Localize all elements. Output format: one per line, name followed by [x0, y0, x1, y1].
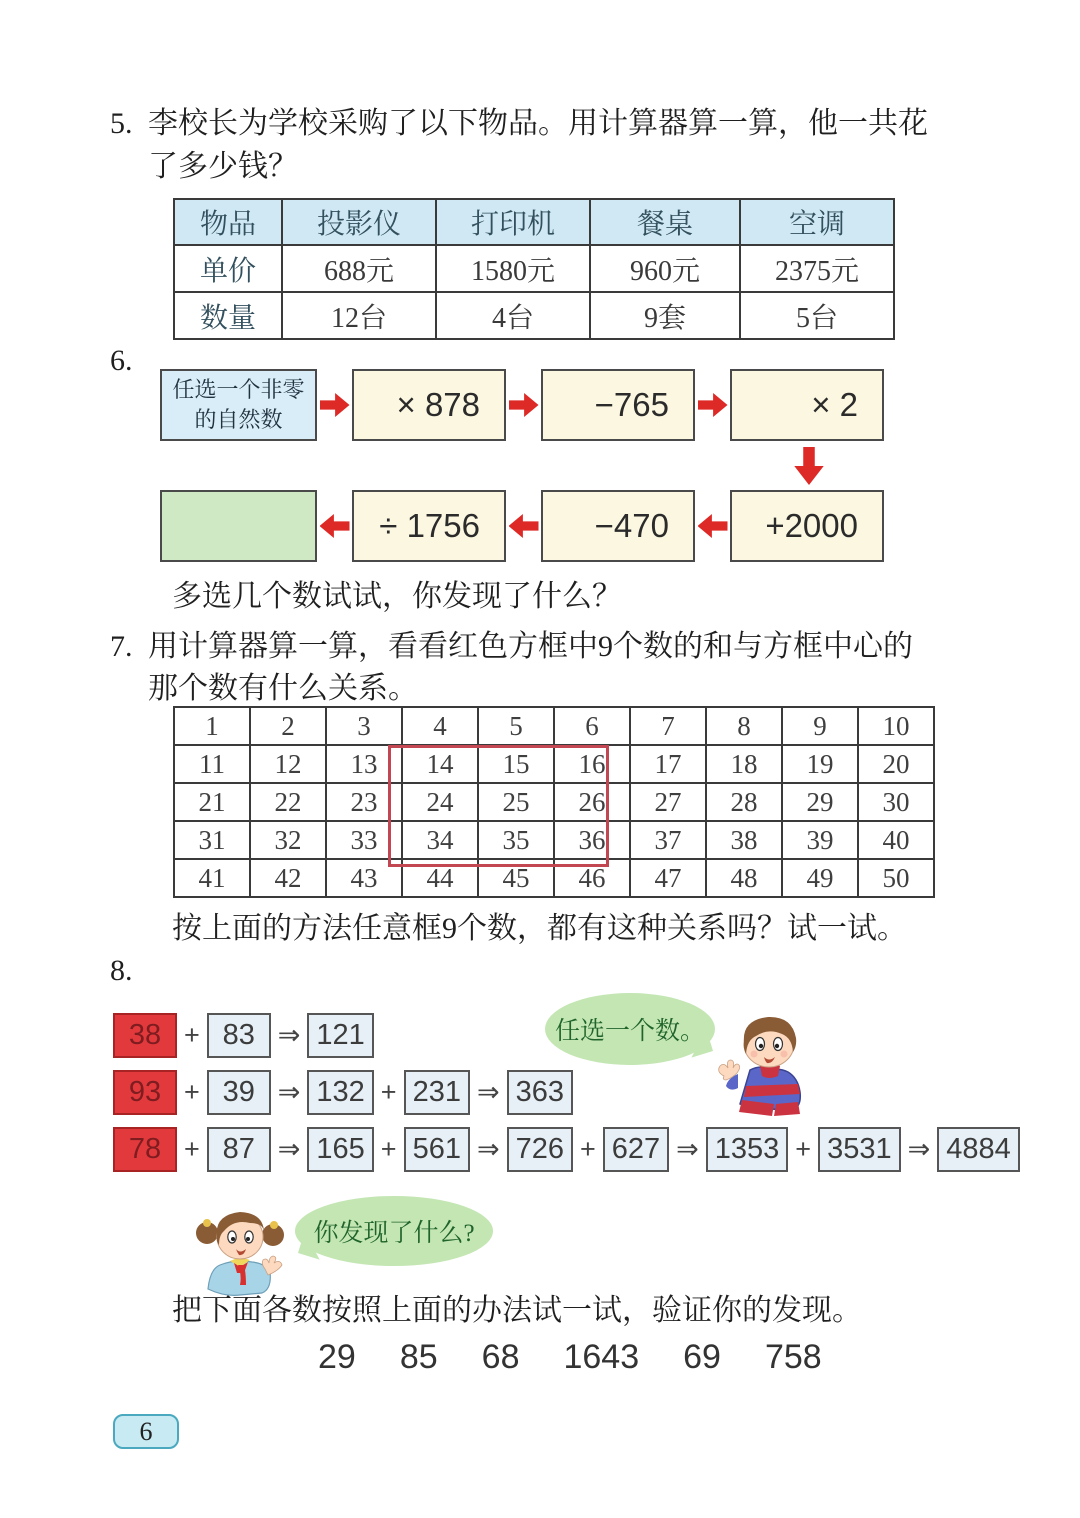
double-arrow-icon: ⇒ — [277, 1076, 301, 1107]
table-cell: 960元 — [590, 245, 740, 292]
grid-cell: 37 — [630, 821, 706, 859]
grid-cell: 31 — [174, 821, 250, 859]
grid-row — [174, 859, 934, 897]
grid-cell: 17 — [630, 745, 706, 783]
grid-cell: 40 — [858, 821, 934, 859]
chain-value-cell: 561 — [404, 1127, 470, 1172]
plus-operator: + — [380, 1133, 397, 1164]
plus-operator: + — [795, 1133, 812, 1164]
test-number: 68 — [481, 1338, 520, 1376]
table-cell: 数量 — [174, 292, 282, 339]
result-box-empty — [160, 490, 317, 562]
boy-speech-text: 任选一个数。 — [554, 1018, 705, 1045]
table-header-cell: 投影仪 — [282, 199, 436, 245]
chain-value-cell: 627 — [603, 1127, 669, 1172]
grid-cell: 45 — [478, 859, 554, 897]
chain-value-cell: 3531 — [818, 1127, 901, 1172]
chain-value-cell: 87 — [207, 1127, 271, 1172]
grid-cell: 47 — [630, 859, 706, 897]
chain-value-cell: 83 — [207, 1013, 271, 1058]
grid-cell: 15 — [478, 745, 554, 783]
arrow-down-icon — [793, 447, 825, 485]
op-box-divide-1756: ÷ 1756 — [352, 490, 506, 562]
flowchart-row-forward — [160, 369, 884, 441]
test-number: 85 — [399, 1338, 438, 1376]
grid-cell: 46 — [554, 859, 630, 897]
grid-row — [174, 783, 934, 821]
chain-row — [113, 1069, 1020, 1115]
op-box-minus-765: −765 — [541, 369, 695, 441]
problem8-label: 8. — [110, 954, 133, 987]
page-number-badge — [113, 1414, 179, 1449]
test-number: 69 — [683, 1338, 721, 1376]
grid-cell: 33 — [326, 821, 402, 859]
grid-cell: 48 — [706, 859, 782, 897]
chain-row — [113, 1126, 1020, 1172]
grid-cell: 5 — [478, 707, 554, 745]
double-arrow-icon: ⇒ — [476, 1133, 500, 1164]
grid-cell: 28 — [706, 783, 782, 821]
grid-cell: 23 — [326, 783, 402, 821]
table-cell: 688元 — [282, 245, 436, 292]
table-header-cell: 打印机 — [436, 199, 590, 245]
grid-cell: 7 — [630, 707, 706, 745]
grid-cell: 10 — [858, 707, 934, 745]
grid-cell: 29 — [782, 783, 858, 821]
plus-operator: + — [579, 1133, 596, 1164]
test-number: 29 — [318, 1338, 356, 1376]
table-cell: 单价 — [174, 245, 282, 292]
grid-cell: 22 — [250, 783, 326, 821]
arrow-right-icon — [320, 392, 350, 418]
grid-cell: 4 — [402, 707, 478, 745]
plus-operator: + — [184, 1019, 200, 1050]
chain-value-cell: 363 — [507, 1070, 573, 1115]
problem5-text-line1: 5. 李校长为学校采购了以下物品。用计算器算一算，他一共花 — [110, 107, 928, 140]
chain-value-cell: 231 — [404, 1070, 470, 1115]
grid-cell: 39 — [782, 821, 858, 859]
arrow-right-icon — [509, 392, 539, 418]
problem6-label: 6. — [110, 344, 133, 377]
grid-row — [174, 707, 934, 745]
grid-cell: 9 — [782, 707, 858, 745]
grid-cell: 50 — [858, 859, 934, 897]
grid-cell: 36 — [554, 821, 630, 859]
price-table — [173, 198, 895, 340]
test-number: 1643 — [563, 1338, 640, 1376]
girl-speech-bubble — [295, 1196, 493, 1266]
boy-speech-bubble — [545, 993, 715, 1065]
grid-cell: 24 — [402, 783, 478, 821]
op-box-multiply-878: × 878 — [352, 369, 506, 441]
girl-speech-text: 你发现了什么? — [313, 1220, 475, 1247]
grid-cell: 26 — [554, 783, 630, 821]
boy-illustration — [712, 1012, 822, 1124]
problem7-caption: 按上面的方法任意框9个数，都有这种关系吗？试一试。 — [172, 912, 907, 945]
test-number: 758 — [764, 1338, 822, 1376]
grid-row — [174, 745, 934, 783]
grid-cell: 25 — [478, 783, 554, 821]
grid-cell: 13 — [326, 745, 402, 783]
arrow-left-icon — [320, 513, 350, 539]
table-header-cell: 餐桌 — [590, 199, 740, 245]
grid-cell: 44 — [402, 859, 478, 897]
grid-cell: 32 — [250, 821, 326, 859]
double-arrow-icon: ⇒ — [676, 1133, 699, 1164]
grid-cell: 30 — [858, 783, 934, 821]
table-cell: 9套 — [590, 292, 740, 339]
page-number: 6 — [139, 1416, 153, 1446]
grid-cell: 43 — [326, 859, 402, 897]
table-row — [174, 245, 894, 292]
grid-cell: 38 — [706, 821, 782, 859]
grid-cell: 3 — [326, 707, 402, 745]
arrow-right-icon — [698, 392, 728, 418]
problem6-caption: 多选几个数试试，你发现了什么？ — [172, 580, 622, 613]
plus-operator: + — [184, 1133, 200, 1164]
number-grid — [173, 706, 935, 898]
grid-cell: 14 — [402, 745, 478, 783]
grid-cell: 18 — [706, 745, 782, 783]
chain-value-cell: 726 — [507, 1127, 573, 1172]
flowchart-row-backward — [160, 490, 884, 562]
table-cell: 12台 — [282, 292, 436, 339]
grid-cell: 49 — [782, 859, 858, 897]
problem5-text-line2: 了多少钱？ — [148, 150, 298, 183]
grid-cell: 8 — [706, 707, 782, 745]
grid-cell: 34 — [402, 821, 478, 859]
grid-cell: 41 — [174, 859, 250, 897]
double-arrow-icon: ⇒ — [277, 1133, 301, 1164]
table-cell: 2375元 — [740, 245, 894, 292]
table-header-row — [174, 199, 894, 245]
chain-start-cell: 78 — [113, 1127, 177, 1172]
table-row — [174, 292, 894, 339]
table-header-cell: 空调 — [740, 199, 894, 245]
op-box-minus-470: −470 — [541, 490, 695, 562]
grid-cell: 42 — [250, 859, 326, 897]
start-box: 任选一个非零的自然数 — [160, 369, 317, 441]
table-cell: 1580元 — [436, 245, 590, 292]
problem7-text-line2: 那个数有什么关系。 — [148, 672, 418, 705]
chain-start-cell: 38 — [113, 1013, 177, 1058]
chain-value-cell: 165 — [307, 1127, 373, 1172]
table-header-cell: 物品 — [174, 199, 282, 245]
chain-value-cell: 121 — [307, 1013, 373, 1058]
chain-start-cell: 93 — [113, 1070, 177, 1115]
problem8-bottom-text: 把下面各数按照上面的办法试一试，验证你的发现。 — [172, 1294, 862, 1327]
arrow-left-icon — [509, 513, 539, 539]
grid-cell: 27 — [630, 783, 706, 821]
grid-cell: 12 — [250, 745, 326, 783]
op-box-plus-2000: +2000 — [730, 490, 884, 562]
plus-operator: + — [380, 1076, 397, 1107]
number-grid-wrapper — [173, 706, 935, 898]
grid-cell: 1 — [174, 707, 250, 745]
grid-cell: 11 — [174, 745, 250, 783]
double-arrow-icon: ⇒ — [907, 1133, 931, 1164]
problem5-label: 5. — [110, 107, 133, 140]
double-arrow-icon: ⇒ — [277, 1019, 301, 1050]
table-cell: 4台 — [436, 292, 590, 339]
grid-row — [174, 821, 934, 859]
problem7-text-line1: 7. 用计算器算一算，看看红色方框中9个数的和与方框中心的 — [110, 630, 913, 663]
grid-cell: 21 — [174, 783, 250, 821]
arrow-left-icon — [698, 513, 728, 539]
plus-operator: + — [184, 1076, 200, 1107]
chain-value-cell: 132 — [307, 1070, 373, 1115]
grid-cell: 19 — [782, 745, 858, 783]
chain-value-cell: 1353 — [706, 1127, 789, 1172]
test-numbers-row — [318, 1338, 822, 1377]
op-box-multiply-2: × 2 — [730, 369, 884, 441]
grid-cell: 6 — [554, 707, 630, 745]
table-cell: 5台 — [740, 292, 894, 339]
grid-cell: 16 — [554, 745, 630, 783]
grid-cell: 2 — [250, 707, 326, 745]
chain-value-cell: 4884 — [937, 1127, 1020, 1172]
chain-value-cell: 39 — [207, 1070, 271, 1115]
grid-cell: 20 — [858, 745, 934, 783]
double-arrow-icon: ⇒ — [476, 1076, 500, 1107]
problem7-label: 7. — [110, 630, 133, 663]
grid-cell: 35 — [478, 821, 554, 859]
